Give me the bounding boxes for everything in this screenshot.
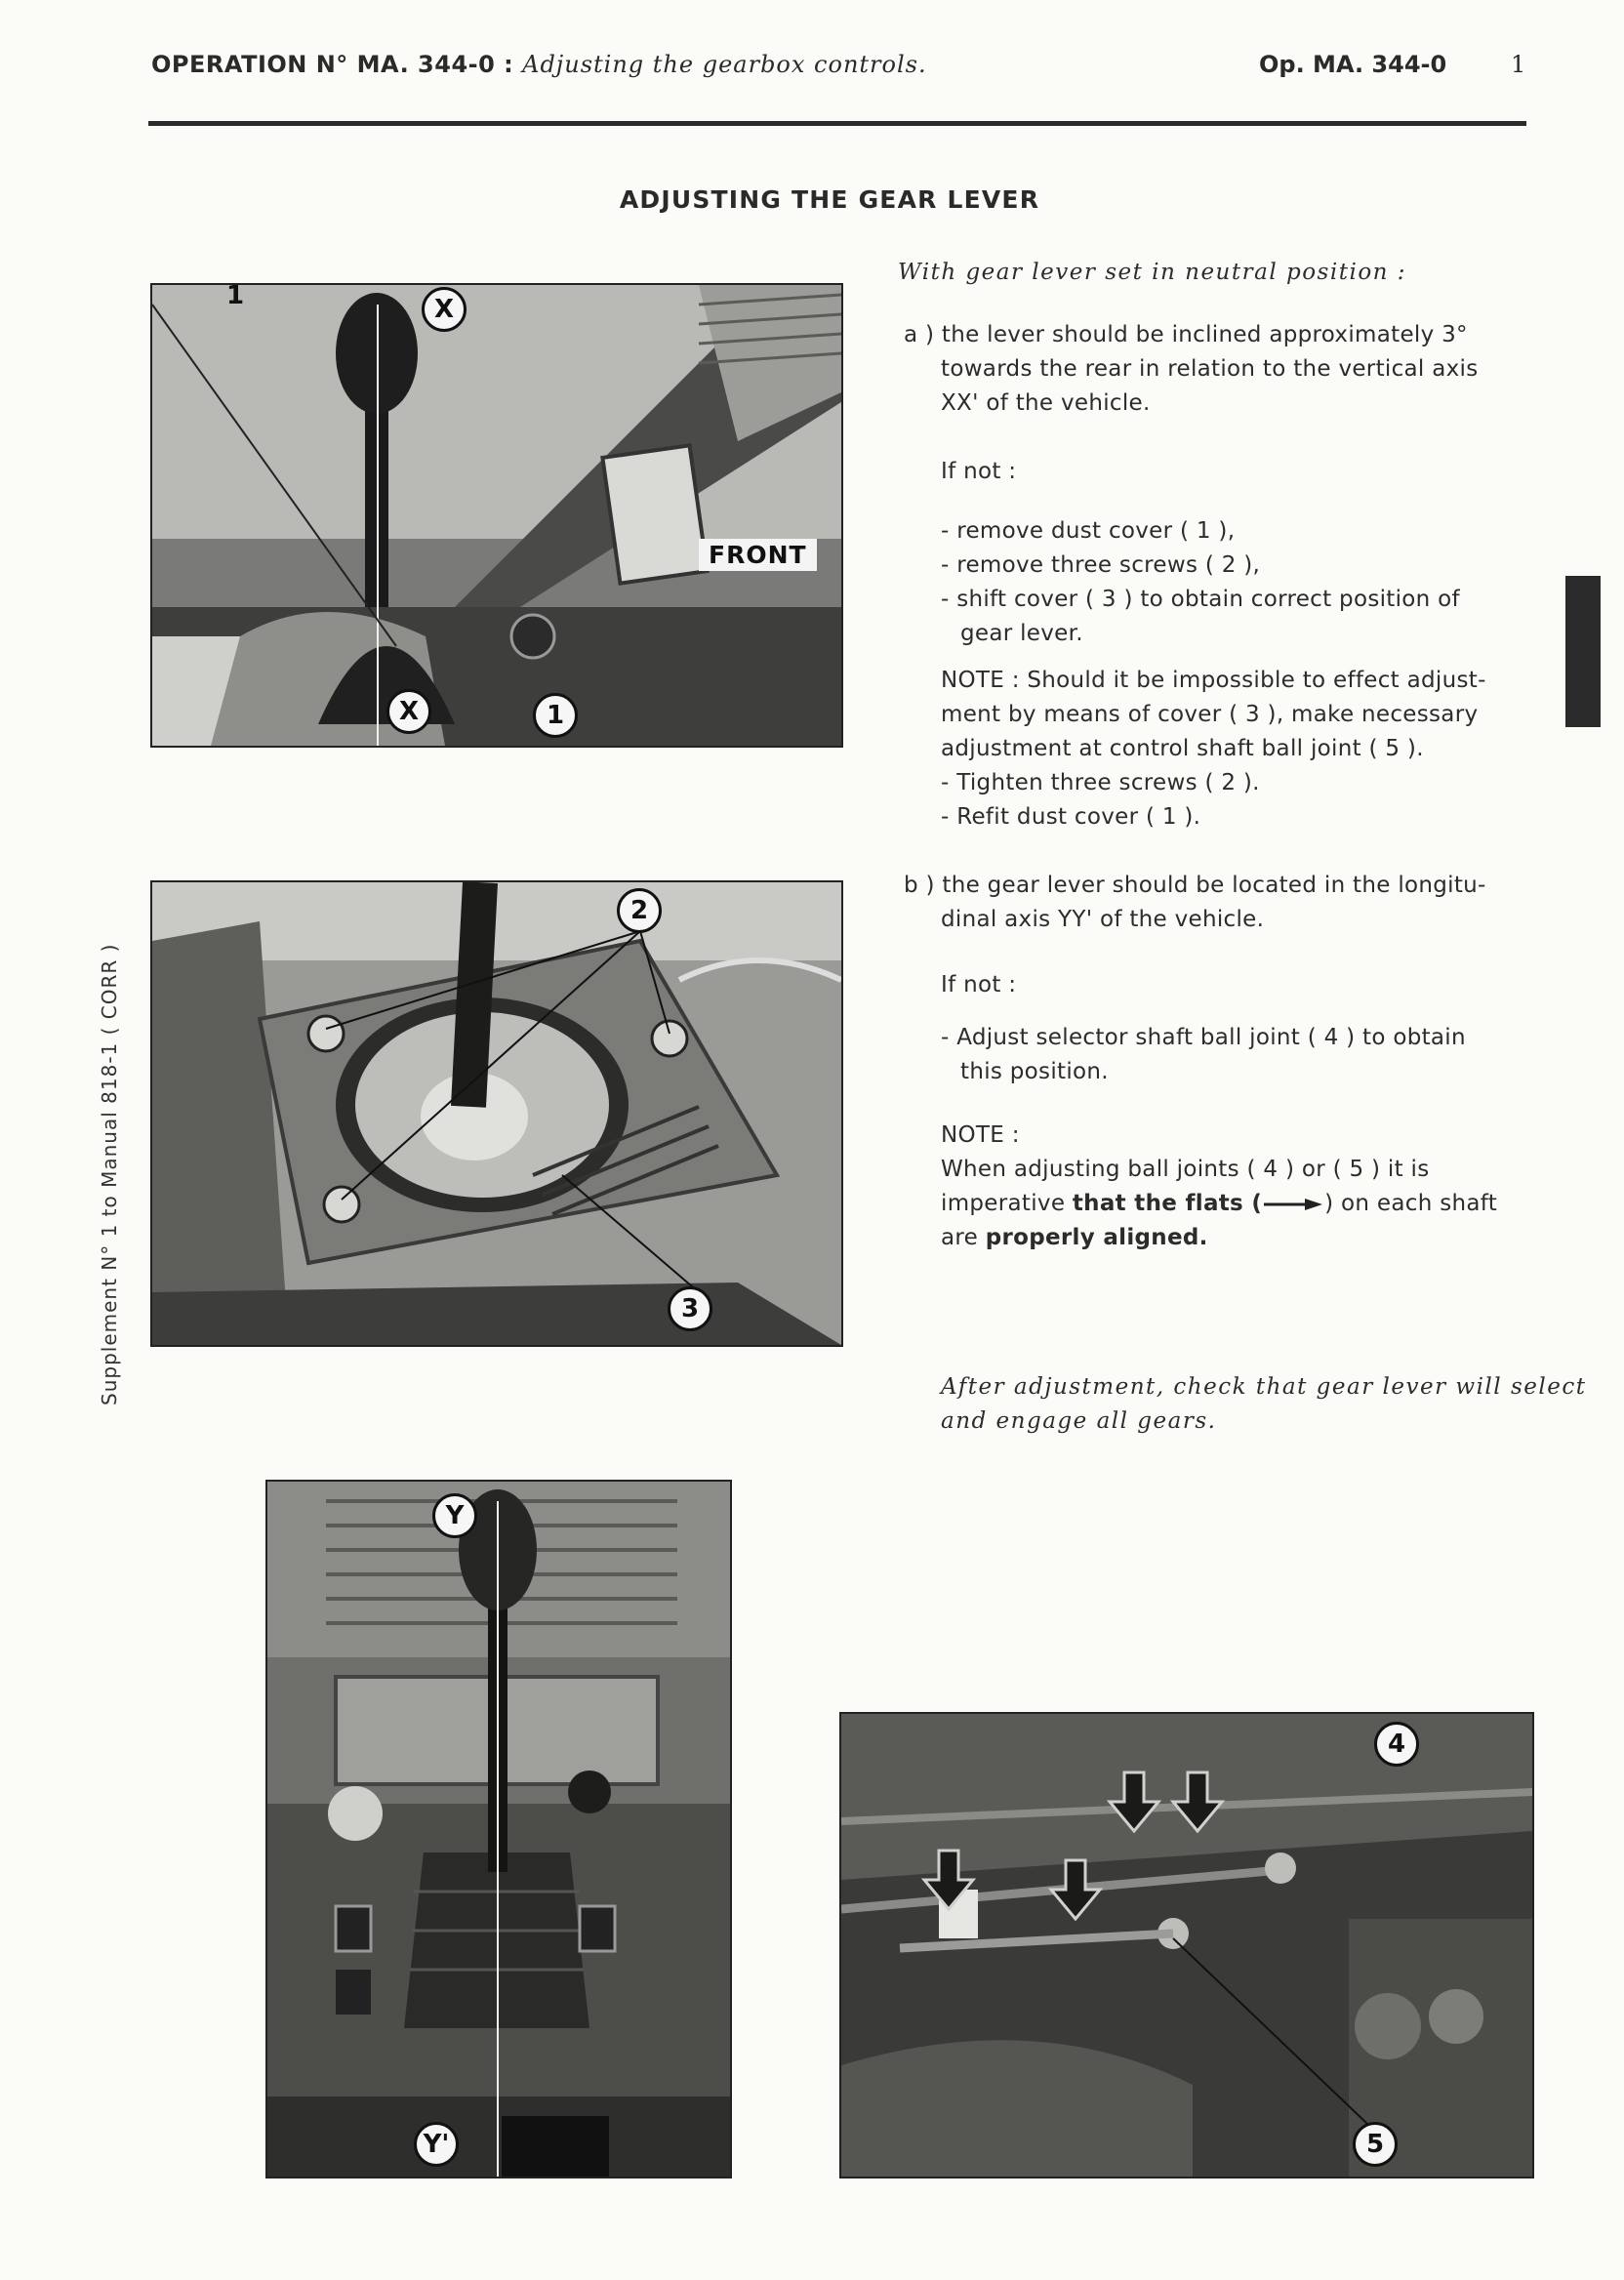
intro-line: With gear lever set in neutral position : — [898, 260, 1407, 285]
closing-line-1: After adjustment, check that gear lever will select — [941, 1374, 1587, 1400]
supplement-side-note: Supplement N° 1 to Manual 818-1 ( CORR ) — [98, 943, 121, 1405]
flats-arrow-icon — [1262, 1191, 1324, 1216]
note-imperative: imperative — [941, 1191, 1066, 1216]
step-a-note-line-1: NOTE : Should it be impossible to effect adjust- — [941, 668, 1486, 693]
step-a-action-3: - shift cover ( 3 ) to obtain correct position of — [941, 587, 1460, 612]
step-a-note-line-3: adjustment at control shaft ball joint ( 5 ). — [941, 736, 1424, 761]
note-are: are — [941, 1225, 979, 1250]
front-direction-label: FRONT — [699, 539, 817, 571]
closing-line-2: and engage all gears. — [941, 1408, 1217, 1434]
step-a-after-note-2: - Refit dust cover ( 1 ). — [941, 804, 1201, 830]
step-a-line-1: a ) the lever should be inclined approximately 3° — [904, 322, 1468, 347]
step-b-if-not: If not : — [941, 972, 1017, 998]
callout-y-top: Y — [432, 1493, 477, 1538]
step-b-note-line-2 — [941, 1187, 1497, 1221]
step-b-line-1: b ) the gear lever should be located in the longitu- — [904, 873, 1486, 898]
step-a-action-2: - remove three screws ( 2 ), — [941, 552, 1261, 578]
step-b-action-1: - Adjust selector shaft ball joint ( 4 ) to obtain — [941, 1025, 1466, 1050]
header-rule — [148, 121, 1526, 126]
note-flats-text: that the flats ( — [1072, 1191, 1263, 1216]
page-number: 1 — [1511, 51, 1526, 78]
callout-3: 3 — [668, 1286, 712, 1331]
step-a-if-not: If not : — [941, 459, 1017, 484]
photo-gear-lever-side — [150, 283, 843, 748]
photo-console-top-view — [265, 1480, 732, 2178]
operation-description: Adjusting the gearbox controls. — [522, 51, 927, 78]
step-b-note-line-1: When adjusting ball joints ( 4 ) or ( 5 ) it is — [941, 1157, 1430, 1182]
step-b-note-title: NOTE : — [941, 1122, 1020, 1148]
photo-ball-joints — [839, 1712, 1534, 2178]
operation-number: OPERATION N° MA. 344-0 : — [151, 51, 514, 78]
step-b-note-line-3 — [941, 1221, 1497, 1255]
step-a-note — [941, 664, 1486, 835]
callout-4: 4 — [1374, 1722, 1419, 1767]
callout-y-bottom: Y' — [414, 2122, 459, 2167]
step-b-line-2: dinal axis YY' of the vehicle. — [941, 907, 1265, 932]
callout-1-bottom: 1 — [533, 693, 578, 738]
step-b-note — [941, 1119, 1497, 1255]
step-a-action-1: - remove dust cover ( 1 ), — [941, 518, 1236, 544]
photo-cover-screws — [150, 880, 843, 1347]
callout-x-bottom: X — [386, 689, 431, 734]
step-a-actions — [941, 514, 1460, 651]
note-properly-aligned: properly aligned. — [985, 1225, 1208, 1250]
margin-tab-marker — [1565, 576, 1601, 727]
section-title: ADJUSTING THE GEAR LEVER — [619, 185, 1040, 214]
callout-5: 5 — [1353, 2122, 1398, 2167]
operation-reference: Op. MA. 344-0 — [1259, 51, 1447, 78]
step-b-actions — [941, 1021, 1466, 1089]
step-b-action-2: this position. — [960, 1059, 1109, 1084]
closing-instruction — [941, 1370, 1586, 1439]
step-a-after-note-1: - Tighten three screws ( 2 ). — [941, 770, 1260, 795]
step-a-action-4: gear lever. — [960, 621, 1083, 646]
note-on-each-shaft: ) on each shaft — [1324, 1191, 1498, 1216]
callout-2: 2 — [617, 888, 662, 933]
step-a-note-line-2: ment by means of cover ( 3 ), make necessary — [941, 702, 1479, 727]
step-b-block — [904, 869, 1486, 937]
operation-header — [151, 51, 927, 78]
step-a-block — [904, 318, 1479, 421]
step-a-line-3: XX' of the vehicle. — [941, 390, 1151, 416]
callout-x-top: X — [422, 287, 467, 332]
step-a-line-2: towards the rear in relation to the vertical axis — [941, 356, 1479, 382]
callout-1-top: 1 — [226, 281, 245, 310]
